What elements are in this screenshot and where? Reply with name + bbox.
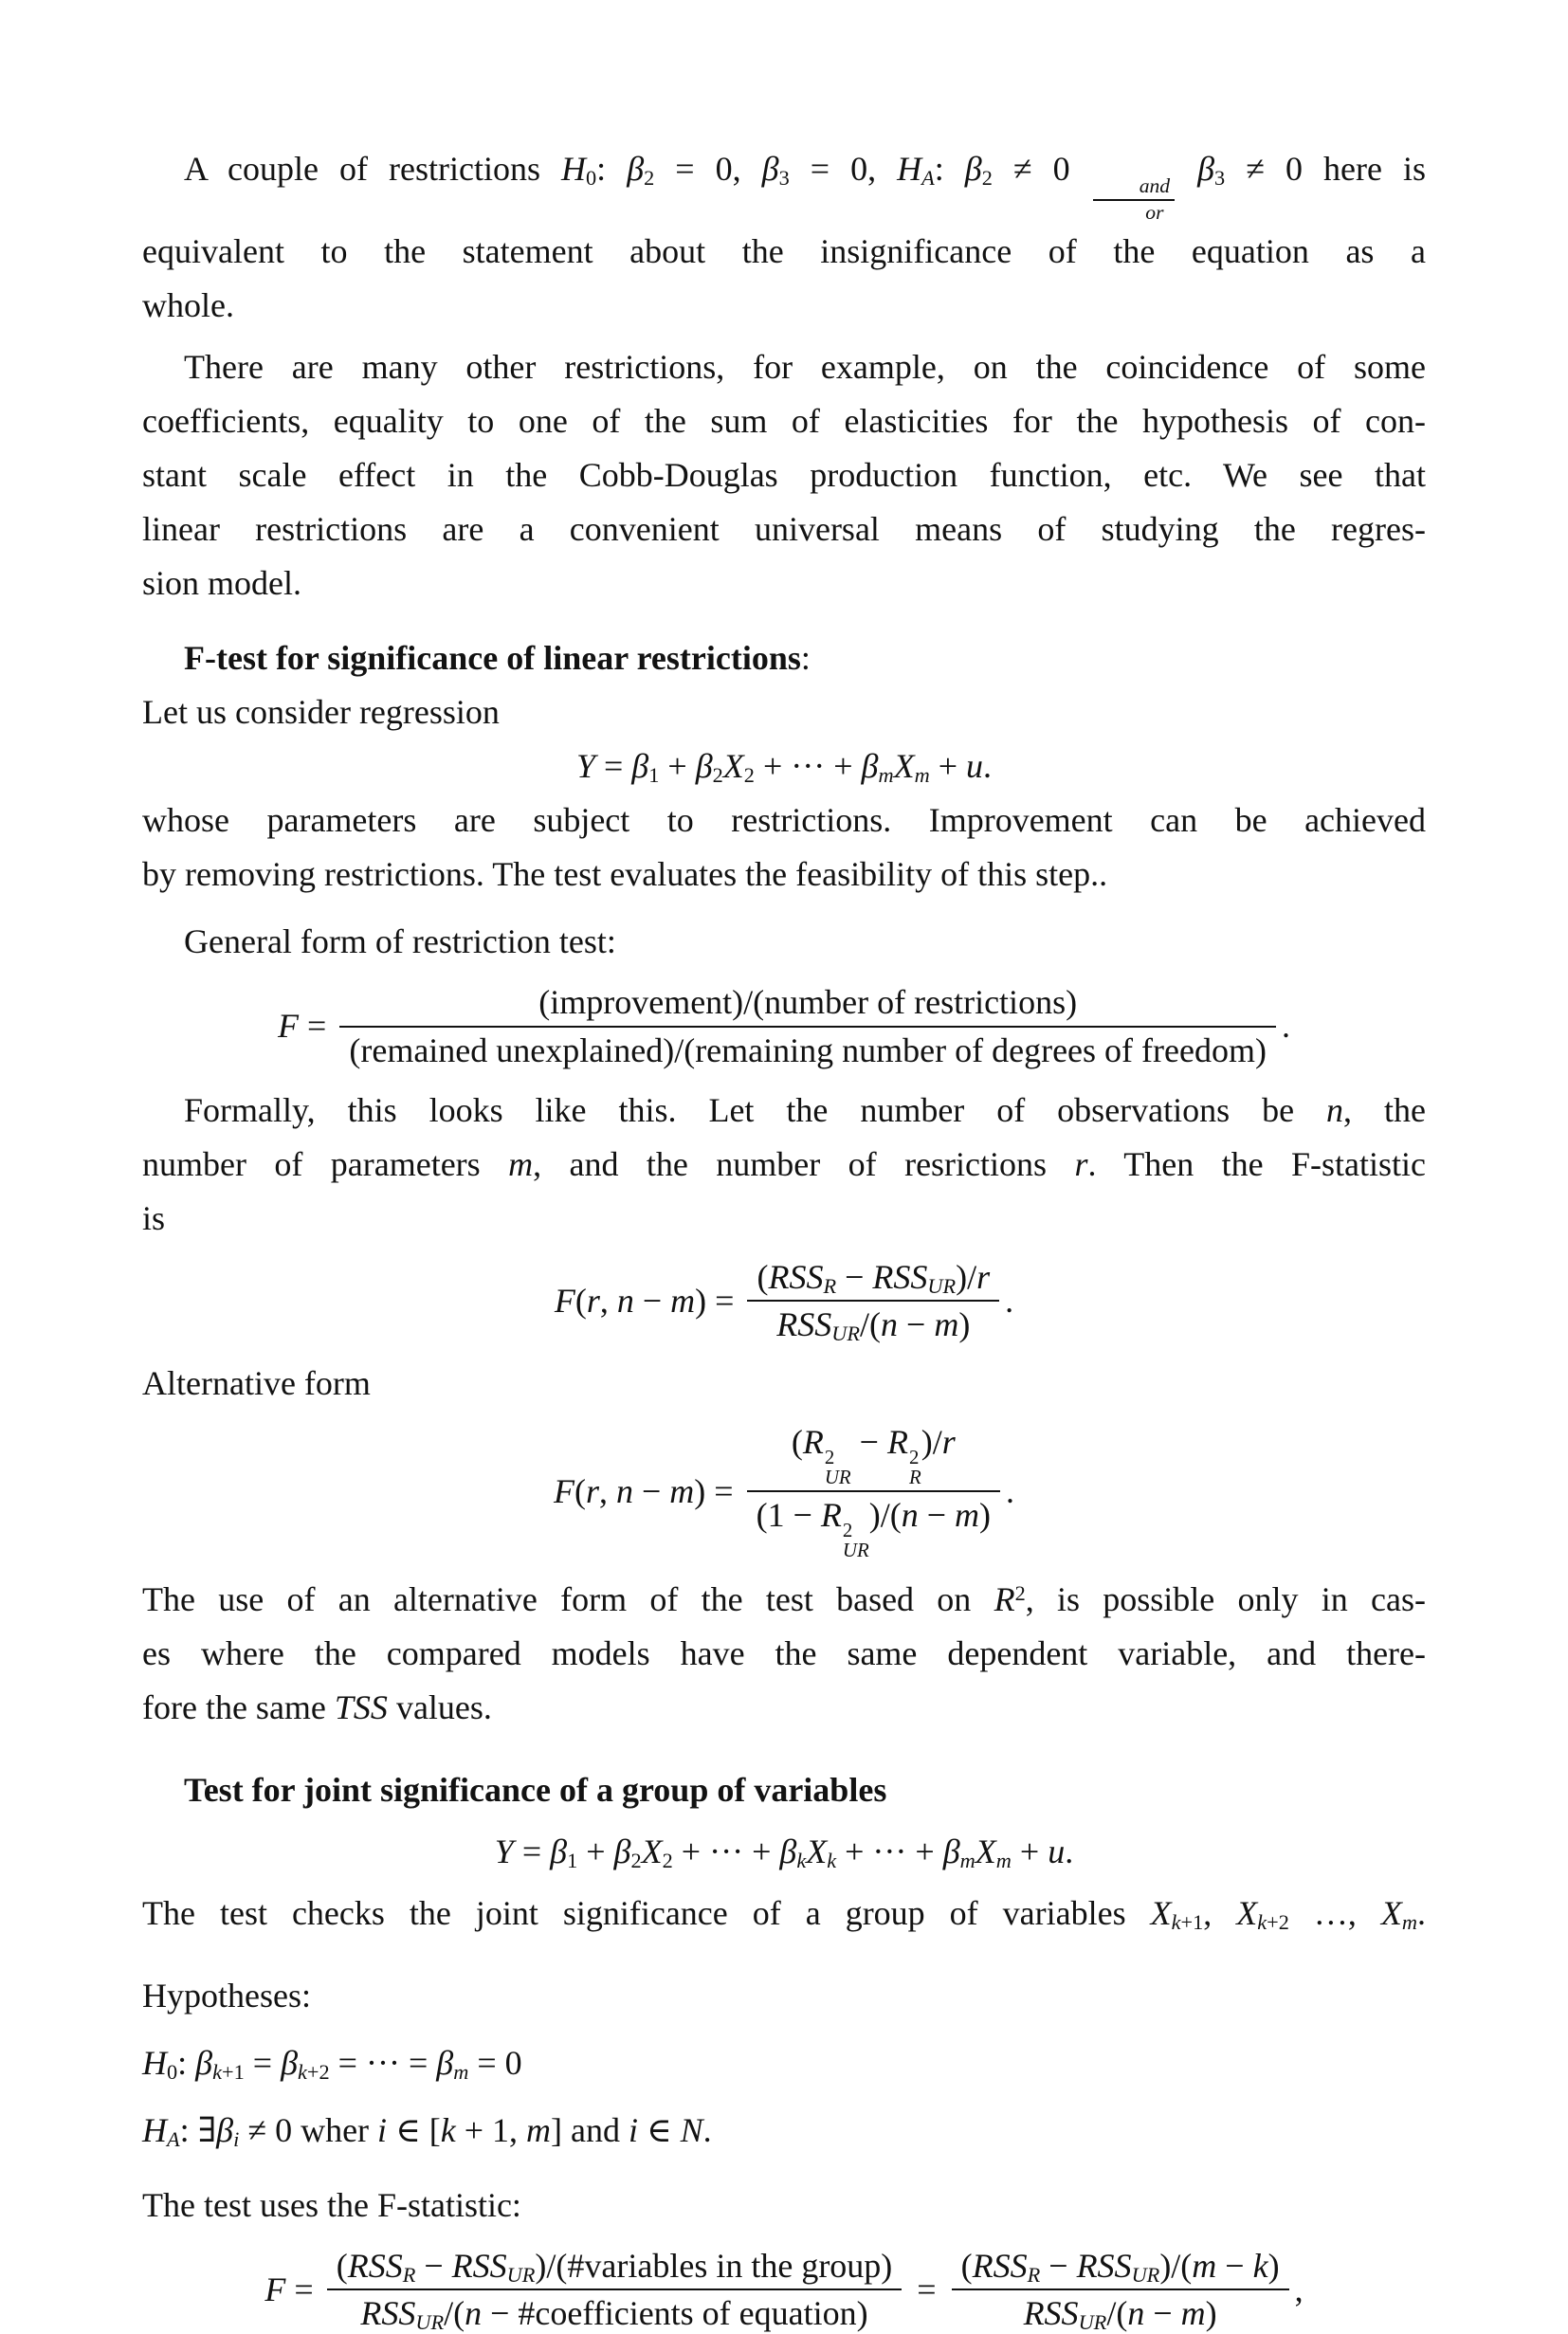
line-alternative-hypothesis: $H_A$: $\exists\beta_i \ne 0$ wher i ∈ [k + 1, m] and i ∈ N. <box>142 2110 712 2151</box>
fraction-numerator: ($RSS_R$ − $RSS_{UR})/(\#variables$ in the group) <box>327 2246 903 2290</box>
text-line: by removing restrictions. The test evaluates the feasibility of this step.. <box>142 855 1108 894</box>
fraction-denominator: (remained unexplained)/(remaining number of degrees of freedom) <box>349 1030 1267 1069</box>
text-line: equivalent to the statement about the insignificance of the equation as a <box>142 232 1426 271</box>
text-line: stant scale effect in the Cobb-Douglas production function, etc. We see that <box>142 456 1426 495</box>
fraction-numerator: (R 2 UR − R 2 R )/r <box>747 1422 1000 1492</box>
line-alternative-form: Alternative form <box>142 1363 371 1402</box>
text-line: Formally, this looks like this. Let the number of observations be n, the <box>184 1090 1426 1129</box>
equation-regression: $Y = \beta_1 + \beta_2X_2$ + ··· + $\beta_mX_m + u$. <box>575 747 993 787</box>
text-line: whose parameters are subject to restrictions. Improvement can be achieved <box>142 801 1426 840</box>
equation-lhs: F(r, n − m) = <box>553 1471 734 1510</box>
paragraph-test-checks <box>142 1887 1426 1941</box>
equation-punctuation: . <box>1281 1007 1290 1046</box>
text-line: coefficients, equality to one of the sum of elasticities for the hypothesis of con- <box>142 402 1426 441</box>
fraction-denominator: $RSS_{UR}/(n - m)$ <box>1023 2294 1217 2334</box>
equation-punctuation: . <box>1005 1281 1014 1320</box>
paragraph-formally <box>142 1084 1426 1246</box>
equation-lhs: F(r, n − m) = <box>554 1281 735 1320</box>
paragraph-couple-of-restrictions <box>142 142 1426 333</box>
paragraph-whose-parameters <box>142 793 1426 902</box>
heading-joint-significance: Test for joint significance of a group of variables <box>184 1770 887 1809</box>
text-line: The use of an alternative form of the test based on $R^2$, is possible only in cas- <box>142 1579 1426 1618</box>
line-general-form: General form of restriction test: <box>184 922 616 961</box>
line-test-uses-f-statistic: The test uses the F-statistic: <box>142 2185 521 2224</box>
text-line: fore the same TSS values. <box>142 1687 492 1726</box>
text-line: The test checks the joint significance of a group of variables $X_{k+1}$, $X_{k+2}$ …, $X_m$. <box>142 1893 1427 1934</box>
line-null-hypothesis: $H_0$: $\beta_{k+1} = \beta_{k+2}$ = ··· = $\beta_m = 0$ <box>142 2043 522 2084</box>
line-consider-regression: Let us consider regression <box>142 693 500 732</box>
equation-regression-group: $Y = \beta_1 + \beta_2X_2$ + ··· + $\beta_kX_k$ + ··· + $\beta_mX_m + u$. <box>494 1832 1074 1872</box>
paragraph-alternative-form-use <box>142 1573 1426 1735</box>
text-line: A couple of restrictions $H_0$: $\beta_2 = 0$, $\beta_3 = 0$, $H_A$: $\beta_2 \ne 0$ and or $\beta_3 \ne 0$ here is <box>184 150 1426 225</box>
text-line: sion model. <box>142 564 301 603</box>
fraction <box>339 982 1276 1070</box>
fraction-numerator: (improvement)/(number of restrictions) <box>339 982 1276 1027</box>
equation-punctuation: . <box>1006 1471 1015 1510</box>
fraction-numerator: $(RSS_R - RSS_{UR})/(m - k)$ <box>952 2246 1289 2290</box>
equation-lhs: F = <box>278 1007 327 1046</box>
equation-lhs: F = <box>264 2270 314 2308</box>
fraction <box>952 2246 1289 2334</box>
fraction-denominator: (1 − R 2 UR )/(n − m) <box>756 1496 992 1562</box>
text-line: linear restrictions are a convenient universal means of studying the regres- <box>142 510 1426 549</box>
text-line: whole. <box>142 286 234 325</box>
line-hypotheses: Hypotheses: <box>142 1976 311 2015</box>
equation-f-statistic-rss <box>142 1257 1426 1345</box>
fraction <box>747 1422 1000 1561</box>
equation-punctuation: , <box>1294 2270 1304 2308</box>
equation-general-form <box>142 982 1426 1070</box>
heading-f-test: F-test for significance of linear restrictions: <box>184 639 811 678</box>
text-line: number of parameters m, and the number of resrictions r. Then the F-statistic <box>142 1144 1426 1183</box>
fraction-numerator: $(RSS_R - RSS_{UR})/r$ <box>747 1257 999 1302</box>
text-line: es where the compared models have the same dependent variable, and there- <box>142 1633 1426 1672</box>
equation-f-statistic-r2 <box>142 1422 1426 1561</box>
text-line: is <box>142 1198 166 1237</box>
paragraph-many-other-restrictions <box>142 340 1426 611</box>
fraction-denominator: $RSS_{UR}/(n$ − #coefficients of equation) <box>360 2294 868 2334</box>
fraction <box>747 1257 999 1345</box>
equation-final-f <box>142 2246 1426 2334</box>
fraction-denominator: $RSS_{UR}/(n - m)$ <box>776 1305 971 1346</box>
text-line: There are many other restrictions, for example, on the coincidence of some <box>184 348 1426 387</box>
fraction <box>327 2246 903 2334</box>
equals-sign: = <box>917 2270 937 2308</box>
